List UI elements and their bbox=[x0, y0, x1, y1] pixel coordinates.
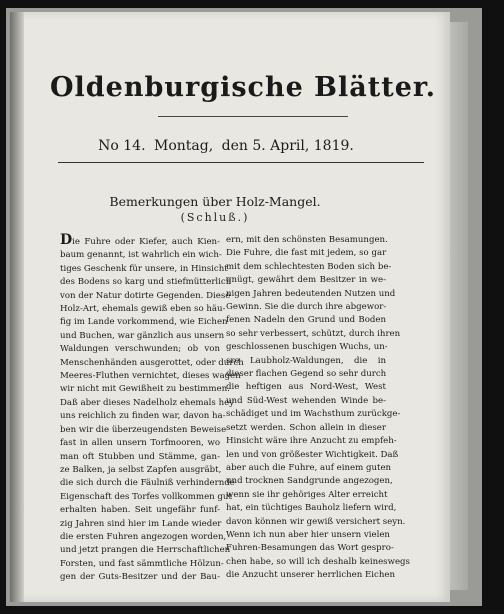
left-text-column bbox=[60, 232, 244, 585]
issue-number: No 14. bbox=[98, 138, 146, 154]
text-line: und jetzt prangen die Herrschaftlichen bbox=[60, 545, 231, 556]
masthead-title: Oldenburgische Blätter. bbox=[50, 72, 437, 103]
text-line: so sehr verbessert, schützt, durch ihren bbox=[226, 328, 401, 339]
text-line: Fuhren-Besamungen das Wort gespro- bbox=[226, 543, 394, 554]
masthead-rule bbox=[158, 116, 348, 117]
text-line: ze Balken, ja selbst Zapfen ausgräbt, bbox=[60, 464, 222, 475]
text-line: chen habe, so will ich deshalb keineswegs bbox=[226, 556, 410, 567]
text-line: Eigenschaft des Torfes vollkommen gut bbox=[60, 491, 232, 502]
text-line: aber auch die Fuhre, auf einem guten bbox=[226, 462, 392, 473]
text-line: Die Fuhre, die fast mit jedem, so gar bbox=[226, 248, 387, 259]
text-line: fenen Nadeln den Grund und Boden bbox=[226, 315, 386, 326]
header-rule bbox=[58, 162, 424, 163]
text-line: des Bodens so karg und stiefmütterlich bbox=[60, 277, 232, 288]
right-text-column bbox=[226, 234, 410, 583]
article-title: Bemerkungen über Holz-Mangel. bbox=[109, 194, 321, 209]
text-line: hat, ein tüchtiges Bauholz liefern wird, bbox=[226, 503, 397, 514]
text-line: gen der Guts-Besitzer und der Bau- bbox=[60, 572, 220, 583]
text-line: gnügt, gewährt dem Besitzer in we- bbox=[226, 275, 386, 286]
text-line: schädiget und im Wachsthum zurückge- bbox=[226, 409, 401, 420]
text-line: dieser flachen Gegend so sehr durch bbox=[226, 369, 387, 380]
text-line: und Buchen, war gänzlich aus unsern bbox=[60, 330, 225, 341]
text-line: Die Fuhre oder Kiefer, auch Kien- bbox=[60, 232, 220, 248]
text-line: Wenn ich nun aber hier unsern vielen bbox=[226, 529, 390, 540]
text-line: Meeres-Fluthen vernichtet, dieses wagen bbox=[60, 371, 241, 382]
text-line: fast in allen unsern Torfmooren, wo bbox=[60, 438, 220, 449]
document-page bbox=[10, 12, 450, 602]
text-line: und Süd-West wehenden Winde be- bbox=[226, 395, 386, 406]
text-line: von der Natur dotirte Gegenden. Diese bbox=[60, 290, 231, 301]
text-line: die Anzucht unserer herrlichen Eichen bbox=[226, 570, 396, 581]
text-line: wir nicht mit Gewißheit zu bestimmen. bbox=[60, 384, 230, 395]
text-line: geschlossenen buschigen Wuchs, un- bbox=[226, 342, 388, 353]
text-line: len und von größester Wichtigkeit. Daß bbox=[226, 449, 399, 460]
text-line: ern, mit den schönsten Besamungen. bbox=[226, 235, 388, 245]
issue-line bbox=[78, 138, 378, 154]
text-line: Menschenhänden ausgerottet, oder durch bbox=[60, 357, 244, 368]
text-line: tiges Geschenk für unsere, in Hinsicht bbox=[60, 263, 228, 274]
text-line: ben wir die überzeugendsten Beweise bbox=[60, 424, 227, 435]
text-line: davon können wir gewiß versichert seyn. bbox=[226, 516, 406, 527]
text-line: baum genannt, ist wahrlich ein wich- bbox=[60, 250, 222, 261]
text-line: Forsten, und fast sämmtliche Hölzun- bbox=[60, 558, 224, 569]
text-line: man oft Stubben und Stämme, gan- bbox=[60, 451, 220, 462]
text-line: uns reichlich zu finden war, davon ha- bbox=[60, 411, 226, 422]
article-subtitle: (Schluß.) bbox=[180, 211, 250, 224]
issue-date: den 5. April, 1819. bbox=[221, 138, 354, 154]
text-line: nigen Jahren bedeutenden Nutzen und bbox=[226, 288, 396, 299]
text-line: Holz-Art, ehemals gewiß eben so häu- bbox=[60, 304, 226, 315]
text-line: die heftigen aus Nord-West, West bbox=[226, 382, 386, 393]
text-line: die ersten Fuhren angezogen worden, bbox=[60, 531, 227, 542]
text-line: Daß aber dieses Nadelholz ehemals hey bbox=[60, 397, 235, 408]
text-line: mit dem schlechtesten Boden sich be- bbox=[226, 261, 392, 272]
text-line: sre Laubholz-Waldungen, die in bbox=[226, 355, 386, 366]
text-line: die sich durch die Fäulniß verhindernde bbox=[60, 478, 235, 489]
text-line: fig im Lande vorkommend, wie Eichen bbox=[60, 317, 228, 328]
text-line: und trocknen Sandgrunde angezogen, bbox=[226, 476, 393, 487]
text-line: Hinsicht wäre ihre Anzucht zu empfeh- bbox=[226, 436, 397, 447]
book-spine bbox=[10, 12, 24, 602]
issue-weekday: Montag, bbox=[154, 138, 214, 154]
text-line: wenn sie ihr gehöriges Alter erreicht bbox=[226, 489, 388, 500]
text-line: erhalten haben. Seit ungefähr funf- bbox=[60, 505, 220, 516]
text-line: Waldungen verschwunden; ob von bbox=[60, 344, 220, 355]
text-line: zig Jahren sind hier im Lande wieder bbox=[60, 518, 222, 529]
text-line: Gewinn. Sie die durch ihre abgewor- bbox=[226, 302, 387, 313]
text-line: setzt werden. Schon allein in dieser bbox=[226, 422, 386, 433]
